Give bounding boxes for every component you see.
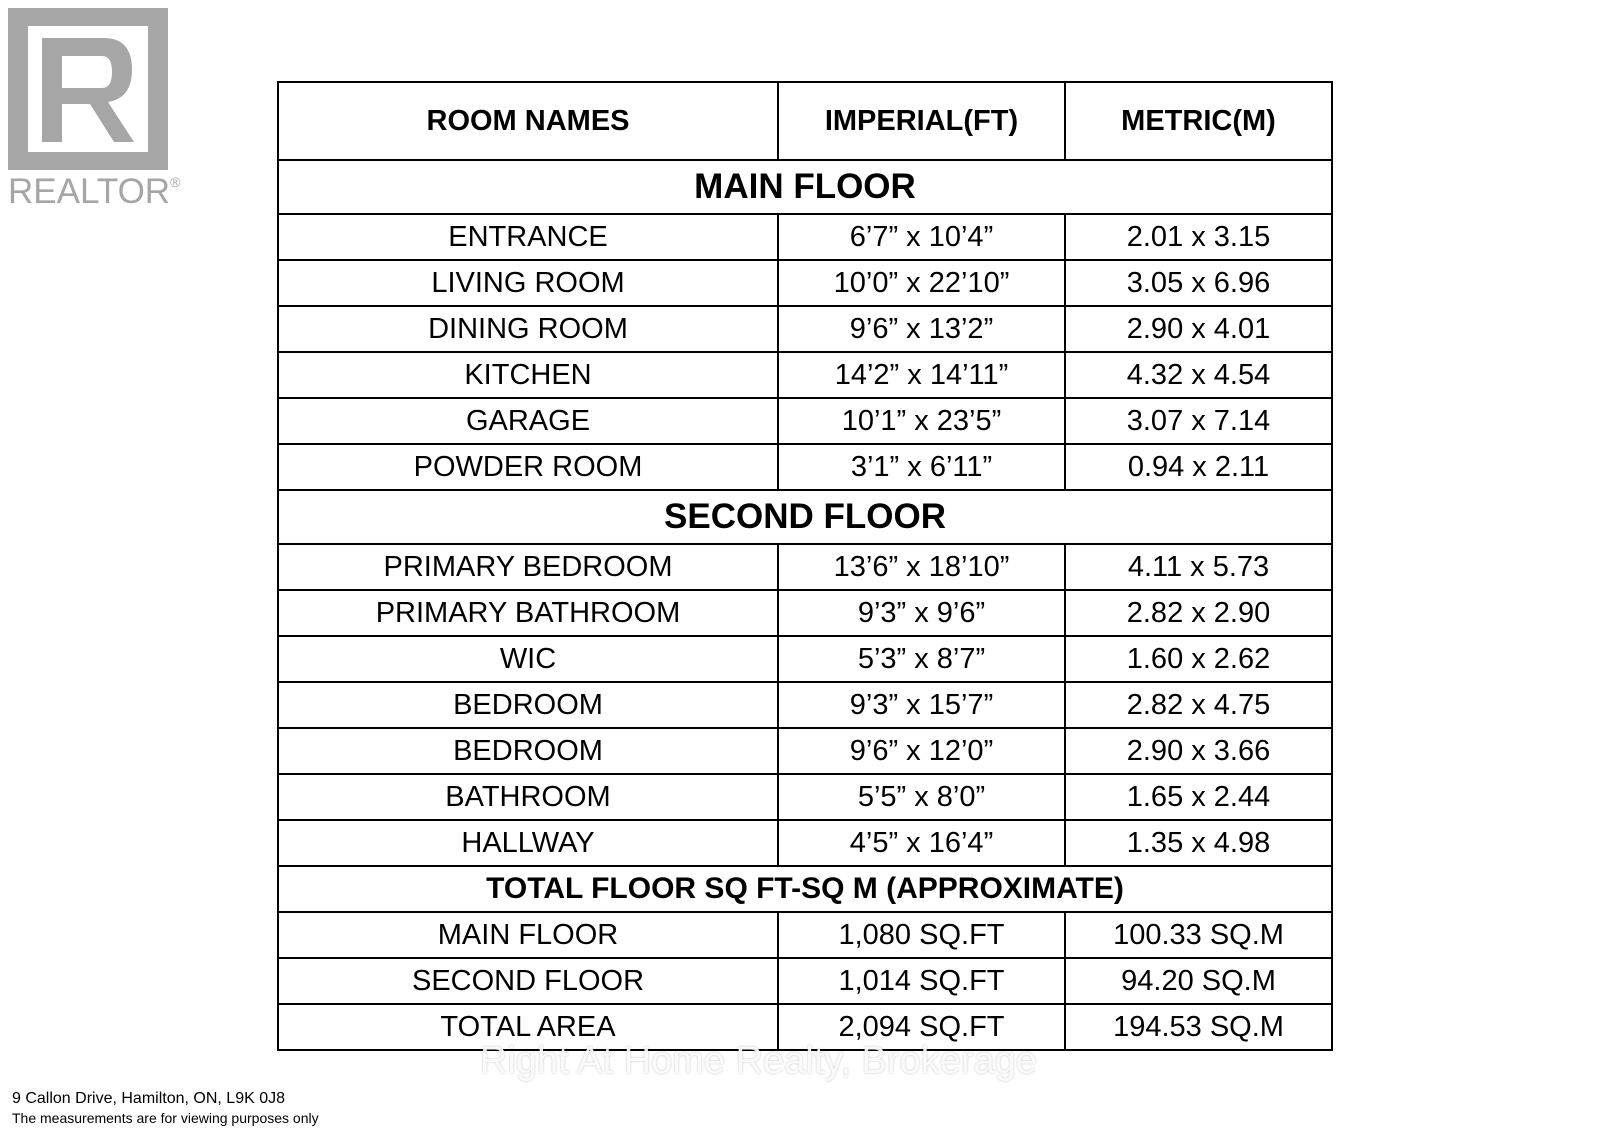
measurement-disclaimer: The measurements are for viewing purposes only <box>12 1110 319 1126</box>
property-address: 9 Callon Drive, Hamilton, ON, L9K 0J8 <box>12 1090 285 1107</box>
totals-section-row <box>278 866 1332 912</box>
realtor-logo <box>8 8 168 170</box>
room-name-cell: SECOND FLOOR <box>278 958 778 1004</box>
imperial-cell: 9’6” x 12’0” <box>778 728 1065 774</box>
room-name-cell: PRIMARY BEDROOM <box>278 544 778 590</box>
metric-cell: 2.90 x 3.66 <box>1065 728 1332 774</box>
room-name-cell: WIC <box>278 636 778 682</box>
room-name-cell: MAIN FLOOR <box>278 912 778 958</box>
table-row <box>278 958 1332 1004</box>
metric-cell: 0.94 x 2.11 <box>1065 444 1332 490</box>
imperial-cell: 1,080 SQ.FT <box>778 912 1065 958</box>
metric-cell: 1.60 x 2.62 <box>1065 636 1332 682</box>
realtor-logo-text: REALTOR® <box>8 172 181 211</box>
table-row <box>278 352 1332 398</box>
metric-cell: 1.65 x 2.44 <box>1065 774 1332 820</box>
imperial-cell: 9’3” x 9’6” <box>778 590 1065 636</box>
metric-cell: 3.07 x 7.14 <box>1065 398 1332 444</box>
imperial-cell: 14’2” x 14’11” <box>778 352 1065 398</box>
table-row <box>278 912 1332 958</box>
room-name-cell: BEDROOM <box>278 682 778 728</box>
imperial-cell: 5’5” x 8’0” <box>778 774 1065 820</box>
room-name-cell: PRIMARY BATHROOM <box>278 590 778 636</box>
totals-section-title: TOTAL FLOOR SQ FT-SQ M (APPROXIMATE) <box>278 866 1332 912</box>
brokerage-watermark: Right At Home Realty, Brokerage <box>480 1040 1037 1082</box>
metric-cell: 2.82 x 4.75 <box>1065 682 1332 728</box>
metric-cell: 4.11 x 5.73 <box>1065 544 1332 590</box>
metric-cell: 194.53 SQ.M <box>1065 1004 1332 1050</box>
table-row <box>278 544 1332 590</box>
room-name-cell: DINING ROOM <box>278 306 778 352</box>
table-row <box>278 774 1332 820</box>
metric-cell: 3.05 x 6.96 <box>1065 260 1332 306</box>
imperial-cell: 1,014 SQ.FT <box>778 958 1065 1004</box>
second-floor-section-title: SECOND FLOOR <box>278 490 1332 544</box>
imperial-cell: 13’6” x 18’10” <box>778 544 1065 590</box>
imperial-cell: 2,094 SQ.FT <box>778 1004 1065 1050</box>
table-row <box>278 636 1332 682</box>
column-header-room-names: ROOM NAMES <box>278 82 778 160</box>
room-name-cell: ENTRANCE <box>278 214 778 260</box>
table-row <box>278 306 1332 352</box>
second-floor-section-row <box>278 490 1332 544</box>
table-header-row <box>278 82 1332 160</box>
imperial-cell: 10’1” x 23’5” <box>778 398 1065 444</box>
realtor-r-logo-icon <box>8 8 168 170</box>
table-row <box>278 214 1332 260</box>
room-name-cell: GARAGE <box>278 398 778 444</box>
table-row <box>278 398 1332 444</box>
table-row <box>278 682 1332 728</box>
metric-cell: 2.90 x 4.01 <box>1065 306 1332 352</box>
table-row <box>278 728 1332 774</box>
imperial-cell: 3’1” x 6’11” <box>778 444 1065 490</box>
main-floor-section-row <box>278 160 1332 214</box>
room-name-cell: LIVING ROOM <box>278 260 778 306</box>
metric-cell: 2.82 x 2.90 <box>1065 590 1332 636</box>
table-row <box>278 590 1332 636</box>
room-measurements-table <box>277 81 1333 1051</box>
imperial-cell: 6’7” x 10’4” <box>778 214 1065 260</box>
imperial-cell: 4’5” x 16’4” <box>778 820 1065 866</box>
imperial-cell: 9’6” x 13’2” <box>778 306 1065 352</box>
metric-cell: 94.20 SQ.M <box>1065 958 1332 1004</box>
imperial-cell: 5’3” x 8’7” <box>778 636 1065 682</box>
column-header-metric: METRIC(M) <box>1065 82 1332 160</box>
room-name-cell: BEDROOM <box>278 728 778 774</box>
metric-cell: 2.01 x 3.15 <box>1065 214 1332 260</box>
metric-cell: 4.32 x 4.54 <box>1065 352 1332 398</box>
room-name-cell: KITCHEN <box>278 352 778 398</box>
main-floor-section-title: MAIN FLOOR <box>278 160 1332 214</box>
table-row <box>278 260 1332 306</box>
room-name-cell: POWDER ROOM <box>278 444 778 490</box>
room-name-cell: HALLWAY <box>278 820 778 866</box>
table-row <box>278 444 1332 490</box>
column-header-imperial: IMPERIAL(FT) <box>778 82 1065 160</box>
metric-cell: 100.33 SQ.M <box>1065 912 1332 958</box>
imperial-cell: 10’0” x 22’10” <box>778 260 1065 306</box>
imperial-cell: 9’3” x 15’7” <box>778 682 1065 728</box>
metric-cell: 1.35 x 4.98 <box>1065 820 1332 866</box>
room-name-cell: TOTAL AREA <box>278 1004 778 1050</box>
room-name-cell: BATHROOM <box>278 774 778 820</box>
table-row <box>278 820 1332 866</box>
